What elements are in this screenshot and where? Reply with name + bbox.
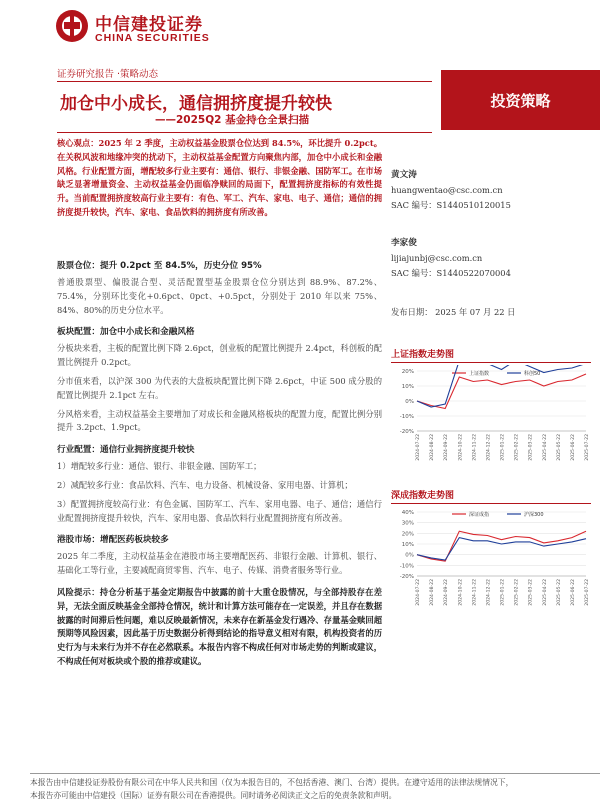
- analyst-email[interactable]: lijiajunbj@csc.com.cn: [391, 253, 483, 263]
- y-tick-label: 0%: [405, 399, 414, 405]
- x-tick-label: 2024-11-22: [472, 579, 478, 606]
- x-tick-label: 2024-10-22: [458, 579, 464, 606]
- x-tick-label: 2025-05-22: [556, 579, 562, 606]
- x-tick-label: 2024-07-22: [416, 579, 421, 606]
- main-body: [57, 259, 382, 669]
- chart-shanghai: [391, 365, 591, 475]
- x-tick-label: 2025-03-22: [528, 434, 534, 461]
- x-tick-label: 2024-12-22: [486, 579, 492, 606]
- x-tick-label: 2025-04-22: [542, 579, 548, 606]
- y-tick-label: 20%: [401, 531, 414, 538]
- analyst-name: 李家俊: [391, 238, 417, 248]
- x-tick-label: 2025-05-22: [556, 434, 562, 461]
- y-tick-label: 10%: [401, 384, 414, 390]
- logo-text-en: CHINA SECURITIES: [95, 32, 210, 44]
- x-tick-label: 2025-06-22: [570, 579, 576, 606]
- company-logo: [55, 8, 225, 46]
- report-category: 证券研究报告 ·策略动态: [57, 69, 159, 80]
- analyst-1: [391, 168, 591, 213]
- y-tick-label: -20%: [399, 429, 414, 435]
- x-tick-label: 2024-07-22: [416, 434, 421, 461]
- section-text: 普通股票型、偏股混合型、灵活配置型基金股票仓位分别达到 88.9%、87.2%、75.4%，分别环比变化+0.6pct、0pct、+0.5pct，分别处于 2010 年以来 75%、84%、80%的历史分位水平。: [57, 277, 382, 315]
- analyst-sac: SAC 编号：S1440510120015: [391, 200, 511, 210]
- logo-text-cn: 中信建投证券: [95, 15, 203, 35]
- publish-date: 发布日期： 2025 年 07 月 22 日: [391, 307, 516, 317]
- section-banner: 投资策略: [441, 70, 600, 130]
- chart-shenzhen: [391, 506, 591, 621]
- section-text: 1）增配较多行业：通信、银行、非银金融、国防军工；: [57, 461, 262, 472]
- x-tick-label: 2024-12-22: [486, 434, 492, 461]
- series-line-2: [417, 538, 586, 560]
- x-tick-label: 2025-07-22: [585, 434, 590, 461]
- divider: [391, 362, 591, 363]
- section-text: 2）减配较多行业：食品饮料、汽车、电力设备、机械设备、家用电器、计算机；: [57, 479, 353, 490]
- footer-line: 本报告由中信建投证券股份有限公司在中华人民共和国（仅为本报告目的，不包括香港、澳门、台湾）提供。在遵守适用的法律法规情况下，: [30, 778, 514, 787]
- x-tick-label: 2025-04-22: [542, 434, 548, 461]
- x-tick-label: 2024-11-22: [472, 434, 478, 461]
- divider: [57, 81, 432, 82]
- series-line-1: [417, 531, 586, 561]
- section-text: 分市值来看，以沪深 300 为代表的大盘板块配置比例下降 2.6pct，中证 500 成分股的配置比例提升 2.1pct 左右。: [57, 375, 382, 400]
- x-tick-label: 2024-10-22: [458, 434, 464, 461]
- y-tick-label: -10%: [399, 414, 414, 420]
- legend-label: 深证成指: [469, 512, 490, 518]
- divider: [391, 503, 591, 504]
- x-tick-label: 2024-09-22: [444, 434, 450, 461]
- y-tick-label: 20%: [401, 369, 414, 375]
- y-tick-label: 30%: [401, 520, 414, 527]
- legend-label: 上证指数: [469, 371, 490, 377]
- chart-title: 上证指数走势图: [391, 350, 455, 360]
- section-heading-hk: 港股市场：增配医药板块较多: [57, 535, 169, 546]
- analyst-sac: SAC 编号：S1440522070004: [391, 268, 511, 278]
- x-tick-label: 2025-02-22: [514, 579, 520, 606]
- x-tick-label: 2025-02-22: [514, 434, 520, 461]
- footer-line: 本报告亦可能由中信建投（国际）证券有限公司在香港提供。同时请务必阅读正文之后的免责条款和声明。: [30, 791, 397, 800]
- risk-warning: 风险提示：持仓分析基于基金定期报告中披露的前十大重仓股情况，与全部持股存在差异，无法全面反映基金全部持仓情况，统计和计算方法可能存在一定误差，并且存在数据披露的时间滞后性问题，难以反映最新情况，未来存在新基金发行遇冷、存量基金赎回超预期等风险因素，因此基于历史数据分析得到结论的指导意义相对有限，机构投资者的历史行为与未来行为并不存在必然联系。本报告内容不构成任何对市场走势的判断或建议，不构成任何对板块或个股的推荐或建议。: [57, 586, 382, 666]
- core-view: [57, 137, 382, 220]
- section-text: 分板块来看，主板的配置比例下降 2.6pct，创业板的配置比例提升 2.4pct，科创板的配置比例提升 0.2pct。: [57, 343, 382, 368]
- section-heading-industry: 行业配置：通信行业拥挤度提升较快: [57, 445, 195, 456]
- x-tick-label: 2025-03-22: [528, 579, 534, 606]
- chart-title: 深成指数走势图: [391, 491, 455, 501]
- x-tick-label: 2025-07-22: [585, 579, 590, 606]
- y-tick-label: 10%: [401, 542, 414, 548]
- section-heading-sector: 板块配置：加仓中小成长和金融风格: [57, 327, 195, 338]
- footer-disclaimer: [30, 776, 600, 800]
- analyst-name: 黄文涛: [391, 170, 417, 180]
- report-subtitle: ——2025Q2 基金持仓全景扫描: [155, 114, 310, 126]
- y-tick-label: -20%: [399, 574, 414, 580]
- divider: [30, 773, 600, 774]
- y-tick-label: 40%: [401, 510, 414, 516]
- analyst-2: [391, 236, 591, 281]
- divider: [57, 132, 432, 133]
- x-tick-label: 2025-01-22: [500, 434, 506, 461]
- x-tick-label: 2025-06-22: [570, 434, 576, 461]
- y-tick-label: 0%: [405, 552, 414, 559]
- analyst-email[interactable]: huangwentao@csc.com.cn: [391, 185, 503, 195]
- x-tick-label: 2024-08-22: [430, 434, 436, 461]
- section-heading-position: 股票仓位：提升 0.2pct 至 84.5%，历史分位 95%: [57, 261, 262, 271]
- legend-label: 沪深300: [524, 512, 544, 518]
- x-tick-label: 2025-01-22: [500, 579, 506, 606]
- section-text: 分风格来看，主动权益基金主要增加了对成长和金融风格板块的配置力度，配置比例分别提升 3.2pct、1.9pct。: [57, 408, 382, 433]
- report-title: 加仓中小成长，通信拥挤度提升较快: [60, 94, 332, 114]
- section-text: 3）配置拥挤度较高行业：有色金属、国防军工、汽车、家用电器、电子、通信；通信行业配置拥挤度提升较快，汽车、家用电器、食品饮料行业配置拥挤度有所改善。: [57, 498, 382, 523]
- y-tick-label: -10%: [399, 563, 414, 570]
- x-tick-label: 2024-08-22: [430, 579, 436, 606]
- core-view-text: 核心观点：2025 年 2 季度，主动权益基金股票仓位达到 84.5%，环比提升 0.2pct。在关税风波和地缘冲突的扰动下，主动权益基金配置方向聚焦内部，加仓中小成长和金融风格。行业配置方面，增配较多行业主要有：通信、银行、非银金融、国防军工。在市场缺乏显著增量资金、主动权益基金仍面临净赎回的局面下，配置拥挤度指标的有效性提升。当前配置拥挤度较高行业主要有：有色、军工、汽车、家电、电子、通信；通信的拥挤度提升较快，汽车、家电、食品饮料的拥挤度有所改善。: [57, 138, 382, 217]
- series-line-1: [417, 374, 586, 409]
- legend-label: 科创50: [524, 371, 541, 377]
- section-text: 2025 年二季度，主动权益基金在港股市场主要增配医药、非银行金融、计算机、银行、基础化工等行业，主要减配商贸零售、汽车、电子、传媒、消费者服务等行业。: [57, 551, 382, 576]
- x-tick-label: 2024-09-22: [444, 579, 450, 606]
- logo-mark-icon: [55, 9, 89, 43]
